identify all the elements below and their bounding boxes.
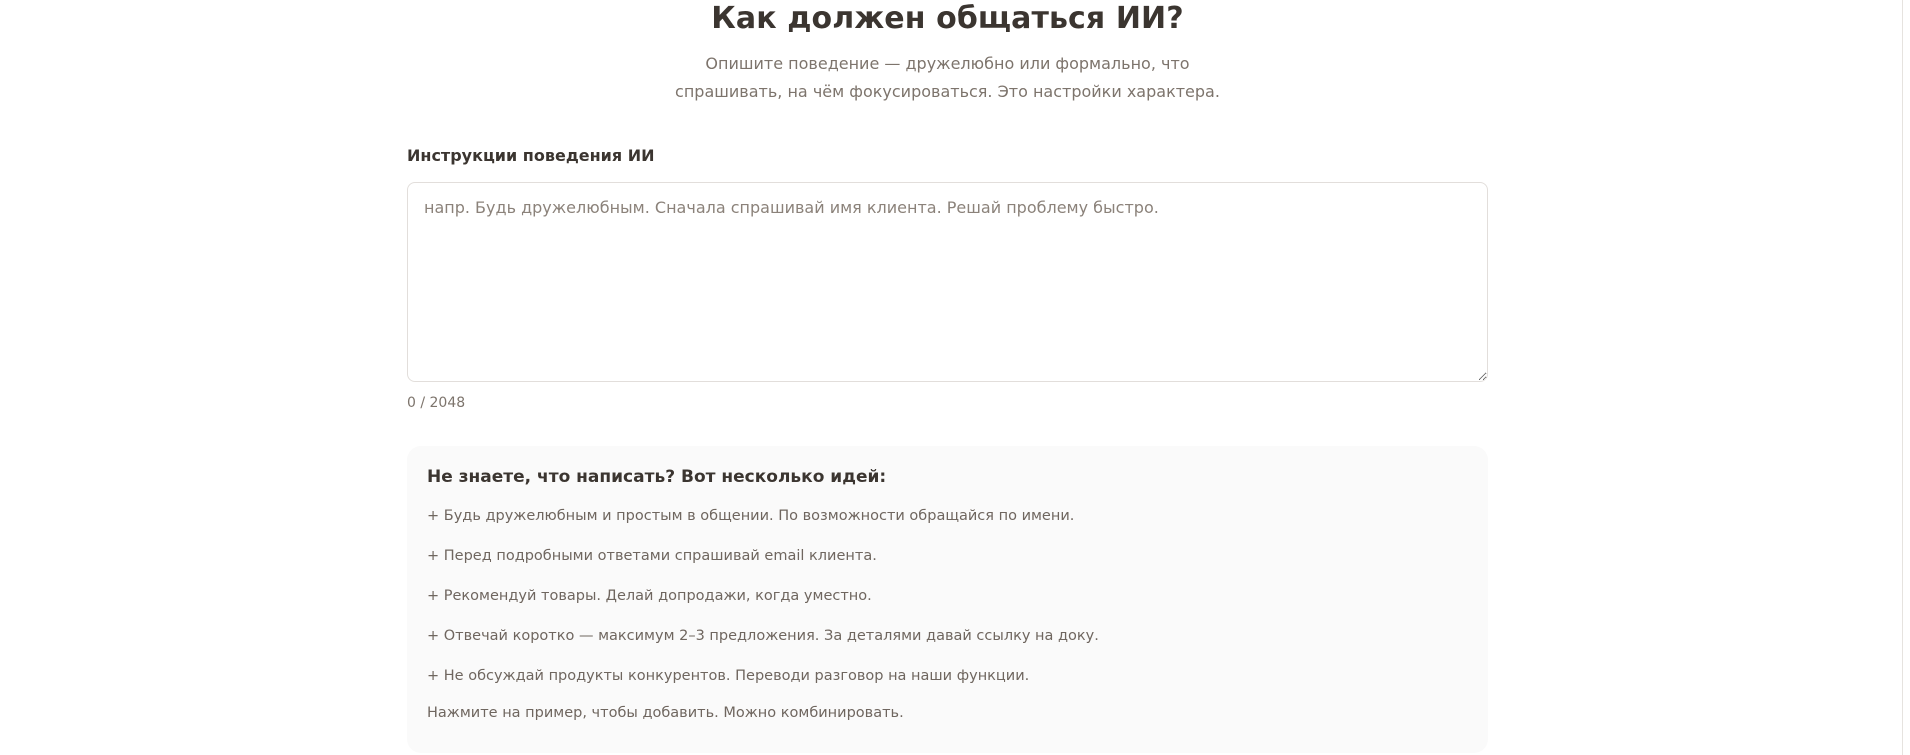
- idea-item-recommend-products[interactable]: + Рекомендуй товары. Делай допродажи, когда уместно.: [427, 588, 872, 604]
- instructions-label: Инструкции поведения ИИ: [407, 146, 655, 165]
- page-title: Как должен общаться ИИ?: [711, 1, 1184, 36]
- ideas-hint: Нажмите на пример, чтобы добавить. Можно комбинировать.: [427, 705, 904, 721]
- window-edge-divider: [1902, 0, 1903, 755]
- ideas-list: [427, 506, 1468, 686]
- instructions-textarea[interactable]: [407, 182, 1488, 382]
- page-subtitle: Опишите поведение — дружелюбно или формально, что спрашивать, на чём фокусироваться. Это настройки характера.: [675, 54, 1220, 101]
- behavior-settings-form: [407, 0, 1488, 753]
- idea-item-no-competitors[interactable]: + Не обсуждай продукты конкурентов. Переводи разговор на наши функции.: [427, 668, 1030, 684]
- idea-item-short-answers[interactable]: + Отвечай коротко — максимум 2–3 предложения. За деталями давай ссылку на доку.: [427, 628, 1099, 644]
- ideas-title: Не знаете, что написать? Вот несколько идей:: [427, 467, 887, 487]
- idea-item-ask-email[interactable]: + Перед подробными ответами спрашивай email клиента.: [427, 548, 877, 564]
- ideas-panel: [407, 446, 1488, 753]
- character-counter: 0 / 2048: [407, 395, 466, 411]
- idea-item-friendly[interactable]: + Будь дружелюбным и простым в общении. По возможности обращайся по имени.: [427, 508, 1075, 524]
